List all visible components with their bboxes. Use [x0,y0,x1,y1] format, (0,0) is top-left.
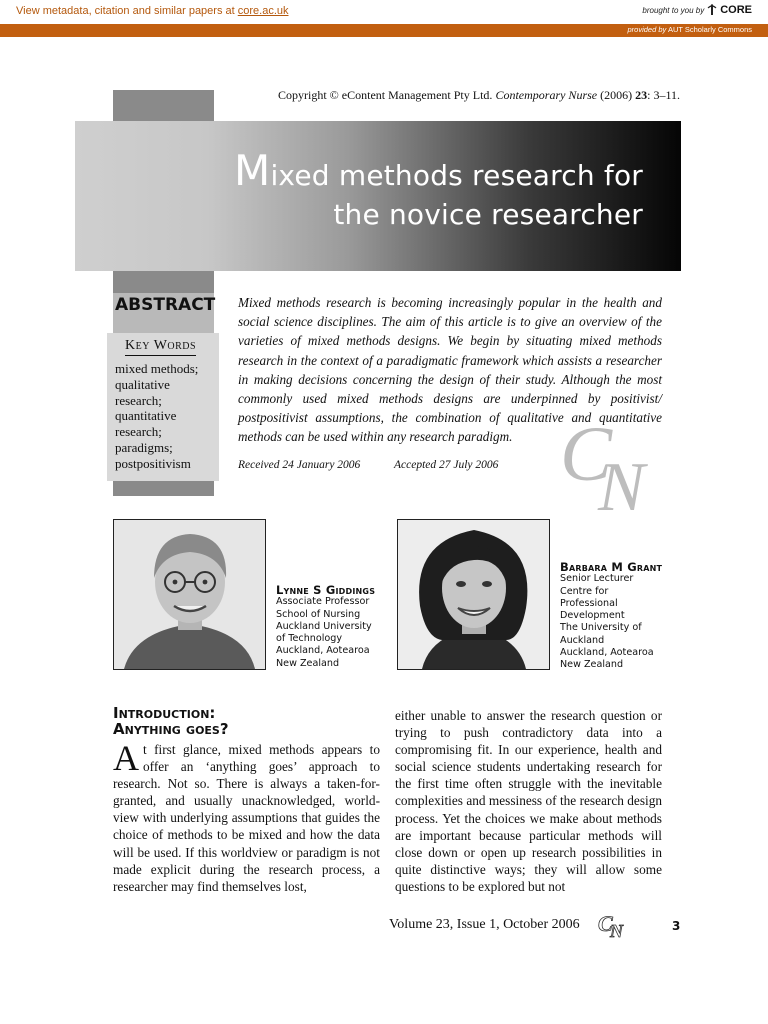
copyright-volume: 23 [635,88,648,102]
copyright-prefix: Copyright © eContent Management Pty Ltd. [278,88,493,102]
core-banner [0,0,768,25]
section-heading-introduction [113,705,229,737]
author-photo-giddings [113,519,266,670]
title-band [75,121,681,271]
author-affiliation-line: Auckland [560,634,605,646]
abstract-body: Mixed methods research is becoming increasingly popular in the health and social science disciplines. The aim of this article is to give an overview of the varieties of mixed methods designs. We begin by situating mixed methods research in the context of a paradigmatic framework which assists a researcher in making decisions concerning the design of their study. Although the most commonly used mixed methods designs are underpinned by positivist/ postpositivist assumptions, the combination of qualitative and quantitative methods can be used within any research paradigm. [238,295,662,445]
cn-logo-c: C [560,418,613,497]
author-name: Barbara M Grant [560,560,663,574]
author-affiliation-line: New Zealand [560,659,624,671]
portrait-image [114,520,265,669]
author-info-giddings [276,584,375,670]
core-logo-text: CORE [720,4,752,16]
keyword-item: mixed methods; [115,361,199,376]
author-affiliation-line: Auckland University [276,620,372,632]
article-title [234,146,643,234]
author-affiliation-line: of Technology [276,633,343,645]
keyword-item: qualitative [115,376,170,392]
footer-volume: Volume 23, Issue 1, October 2006 [389,917,580,932]
svg-text:N: N [610,921,623,939]
core-metadata-notice [16,5,289,17]
keyword-item: quantitative [115,408,177,424]
core-link-prefix: View metadata, citation and similar papers at [16,5,238,17]
cn-logo-n: N [598,449,645,518]
author-name: Lynne S Giddings [276,583,376,597]
author-affiliation-line: New Zealand [276,657,340,669]
svg-text:C: C [598,911,613,936]
copyright-pages: : 3–11. [647,88,680,102]
copyright-line [278,88,680,103]
journal-name: Contemporary Nurse [495,88,598,102]
author-affiliation-line: Development [560,610,625,622]
author-affiliation-line: Centre for [560,585,609,597]
keyword-item: research; [115,424,162,440]
heading-line: Anything goes? [113,720,229,738]
keywords-title: Key Words [125,338,196,356]
title-dropcap: M [234,146,271,195]
author-affiliation-line: Associate Professor [276,596,370,608]
heading-line: Introduction: [113,704,216,722]
accepted-date: Accepted 27 July 2006 [394,459,499,471]
keyword-item: postpositivism [115,455,191,471]
author-affiliation-line: Auckland, Aotearoa [560,647,654,659]
intro-dropcap: A [113,738,139,778]
received-date: Received 24 January 2006 [238,459,361,471]
page-number: 3 [672,919,681,933]
brought-by-text: brought to you by [642,5,705,15]
gutter-bar-top [113,90,214,122]
author-affiliation-line: Senior Lecturer [560,573,634,585]
abstract-heading: ABSTRACT [115,295,216,315]
provider-name: AUT Scholarly Commons [667,25,752,34]
core-logo-icon [707,4,717,16]
keyword-item: paradigms; [115,439,173,455]
keywords-box [107,333,219,481]
core-link[interactable]: core.ac.uk [237,5,289,17]
body-column-left [113,738,380,895]
provider-bar [0,24,768,37]
author-photo-grant [397,519,550,670]
title-line2: the novice researcher [333,198,643,231]
body-column-right: either unable to answer the research question or trying to push contradictory data into a compromising fit. In our experience, health and social science students undertaking research for the first time often struggle with the inevitable complexities and messiness of the research design process. Yet the choices we make about methods are important because particular methods will close down or open up research possibilities in quite distinctive ways; they will allow some questions to be explored but not [395,708,662,894]
keyword-item: research; [115,392,162,408]
abstract-heading-box [113,293,214,333]
title-line1: ixed methods research for [270,159,643,192]
core-brand[interactable] [642,4,752,16]
author-affiliation-line: Professional [560,597,618,609]
cn-logo-icon [560,418,684,518]
keywords-list [115,361,198,472]
author-affiliation-line: Auckland, Aotearoa [276,645,370,657]
body-paragraph: t first glance, mixed methods appears to offer an ‘anything goes’ approach to research. Not so. There is always a taken-for-granted, and usually unacknowledged, world-view with underlying assumptions that guides the choice of methods to be mixed and how the data will be used. If this worldview or paradigm is not made explicit during the research process, a researcher may find themselves lost, [113,742,380,894]
portrait-image [398,520,549,669]
copyright-year: (2006) [600,88,633,102]
author-info-grant [560,561,662,672]
cn-footer-icon [598,911,632,939]
author-affiliation-line: School of Nursing [276,608,361,620]
provided-by-label: provided by [627,25,667,34]
provider-text[interactable] [627,25,752,34]
author-affiliation-line: The University of [560,622,642,634]
